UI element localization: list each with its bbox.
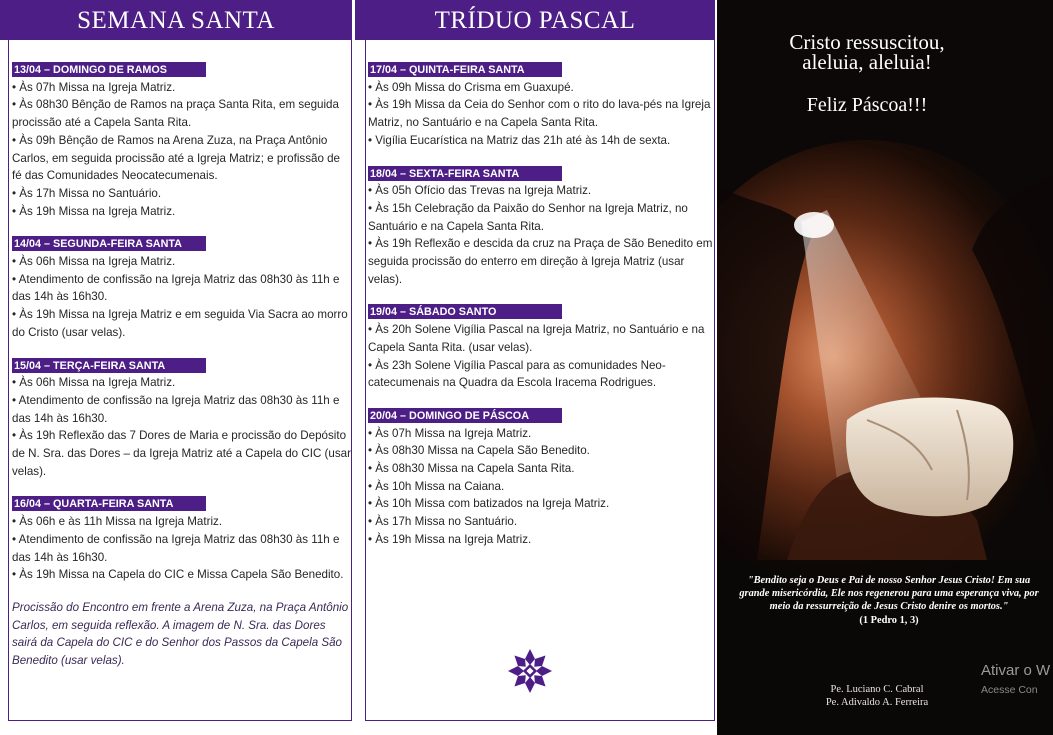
- schedule-item: • Às 06h Missa na Igreja Matriz.: [12, 376, 176, 390]
- schedule-item: • Às 17h Missa no Santuário.: [368, 515, 518, 529]
- schedule-item: • Às 17h Missa no Santuário.: [12, 186, 162, 200]
- flower-ornament-icon: [507, 648, 553, 694]
- schedule-item: • Às 19h Missa da Ceia do Senhor com o rito do lava-pés na Igreja Matriz, no Santuário e na Capela Santa Rita.: [368, 98, 711, 130]
- triduo-pascal-column: [355, 0, 717, 735]
- schedule-section: [368, 407, 715, 549]
- schedule-section: [368, 61, 715, 150]
- easter-greeting: Feliz Páscoa!!!: [806, 94, 928, 116]
- schedule-item: • Às 15h Celebração da Paixão do Senhor na Igreja Matriz, no Santuário e na Capela Santa Rita.: [368, 201, 688, 233]
- schedule-section: [12, 495, 352, 584]
- section-title: 18/04 – SEXTA-FEIRA SANTA: [368, 166, 562, 181]
- section-title: 16/04 – QUARTA-FEIRA SANTA: [12, 496, 206, 511]
- section-title: 17/04 – QUINTA-FEIRA SANTA: [368, 62, 562, 77]
- schedule-item: • Às 19h Missa na Igreja Matriz.: [12, 204, 176, 218]
- schedule-item: • Às 08h30 Missa na Capela São Benedito.: [368, 444, 590, 458]
- signature-line: Pe. Luciano C. Cabral: [830, 684, 924, 695]
- procession-note: Procissão do Encontro em frente a Arena Zuza, na Praça Antônio Carlos, em seguida reflexão. A imagem de N. Sra. das Dores sairá da Capela do CIC e do Senhor dos Passos da Capela São Benedito (usar velas).: [12, 600, 349, 668]
- windows-activation-watermark: Ativar o W: [981, 662, 1051, 679]
- schedule-item: • Às 09h Bênção de Ramos na Arena Zuza, na Praça Antônio Carlos, em seguida procissão até a Igreja Matriz; e profissão de fé das Comunidades Neocatecumenais.: [12, 133, 341, 183]
- schedule-section: [368, 303, 715, 392]
- schedule-item: • Às 07h Missa na Igreja Matriz.: [368, 426, 532, 440]
- schedule-item: • Às 06h Missa na Igreja Matriz.: [12, 255, 176, 269]
- schedule-item: • Vigília Eucarística na Matriz das 21h até às 14h de sexta.: [368, 133, 671, 147]
- schedule-item: • Às 10h Missa na Caiana.: [368, 479, 505, 493]
- schedule-section: [12, 357, 352, 481]
- schedule-section: [12, 61, 352, 220]
- schedule-item: • Atendimento de confissão na Igreja Matriz das 08h30 às 11h e das 14h às 16h30.: [12, 393, 340, 425]
- section-title: 14/04 – SEGUNDA-FEIRA SANTA: [12, 236, 206, 251]
- quote-text: "Bendito seja o Deus e Pai de nosso Senhor Jesus Cristo! Em sua grande misericórdia, Ele nos regenerou para uma esperança viva, por meio da ressurreição de Jesus Cristo denire os mortos.": [739, 575, 1039, 613]
- schedule-item: • Às 08h30 Bênção de Ramos na praça Santa Rita, em seguida procissão até a Capela Santa Rita.: [12, 98, 339, 130]
- schedule-section: [12, 235, 352, 341]
- schedule-item: • Atendimento de confissão na Igreja Matriz das 08h30 às 11h e das 14h às 16h30.: [12, 272, 340, 304]
- easter-image-panel: [717, 0, 1053, 735]
- windows-activation-watermark-sub: Acesse Con: [981, 684, 1038, 696]
- schedule-item: • Às 05h Ofício das Trevas na Igreja Matriz.: [368, 184, 592, 198]
- schedule-item: • Às 23h Solene Vigília Pascal para as comunidades Neo-catecumenais na Quadra da Escola Iracema Rodrigues.: [368, 358, 666, 390]
- schedule-item: • Às 20h Solene Vigília Pascal na Igreja Matriz, no Santuário e na Capela Santa Rita. (usar velas).: [368, 323, 705, 354]
- schedule-item: • Às 19h Reflexão e descida da cruz na Praça de São Benedito em seguida procissão do enterro em direção à Igreja Matriz (usar velas).: [368, 237, 713, 286]
- ornament-petal: [525, 649, 535, 665]
- semana-santa-header: SEMANA SANTA: [0, 0, 352, 40]
- ornament-petal: [536, 666, 552, 676]
- signature-line: Pe. Adivaldo A. Ferreira: [825, 696, 929, 708]
- triduo-pascal-header: TRÍDUO PASCAL: [355, 0, 715, 40]
- semana-santa-column: [0, 0, 355, 735]
- triduo-pascal-content: [368, 61, 715, 564]
- section-title: 20/04 – DOMINGO DE PÁSCOA: [368, 408, 562, 423]
- hero-title: Cristo ressuscitou, aleluia, aleluia!: [789, 30, 945, 74]
- section-title: 13/04 – DOMINGO DE RAMOS: [12, 62, 206, 77]
- schedule-item: • Às 10h Missa com batizados na Igreja Matriz.: [368, 497, 610, 511]
- schedule-item: • Atendimento de confissão na Igreja Matriz das 08h30 às 11h e das 14h às 16h30.: [12, 532, 340, 564]
- schedule-item: • Às 19h Missa na Igreja Matriz.: [368, 532, 532, 546]
- schedule-item: • Às 06h e às 11h Missa na Igreja Matriz.: [12, 515, 223, 529]
- schedule-item: • Às 19h Missa na Capela do CIC e Missa Capela São Benedito.: [12, 568, 344, 582]
- semana-santa-content: [12, 61, 352, 670]
- schedule-item: • Às 19h Missa na Igreja Matriz e em seguida Via Sacra ao morro do Cristo (usar velas).: [12, 308, 348, 339]
- schedule-item: • Às 19h Reflexão das 7 Dores de Maria e procissão do Depósito de N. Sra. das Dores – da Igreja Matriz até a Capela do CIC (usar velas).: [12, 429, 351, 478]
- schedule-section: [368, 165, 715, 289]
- section-title: 19/04 – SÁBADO SANTO: [368, 304, 562, 319]
- bible-quote: [739, 574, 1039, 627]
- schedule-item: • Às 08h30 Missa na Capela Santa Rita.: [368, 462, 575, 476]
- schedule-item: • Às 09h Missa do Crisma em Guaxupé.: [368, 80, 574, 94]
- ornament-petal: [525, 677, 535, 693]
- ornament-petal: [508, 666, 524, 676]
- section-title: 15/04 – TERÇA-FEIRA SANTA: [12, 358, 206, 373]
- schedule-item: • Às 07h Missa na Igreja Matriz.: [12, 80, 176, 94]
- quote-reference: (1 Pedro 1, 3): [859, 614, 919, 626]
- signatures: [777, 684, 977, 709]
